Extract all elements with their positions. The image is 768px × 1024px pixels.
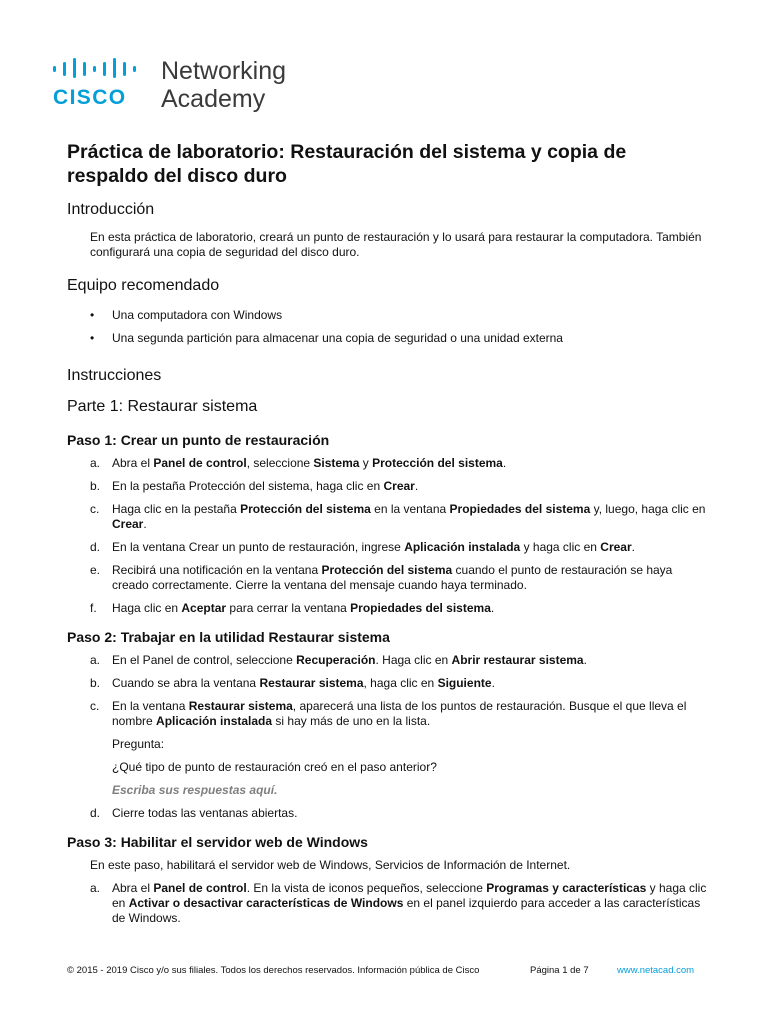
step-text: Abra el [112, 456, 154, 470]
step-text: y haga clic en [112, 881, 707, 910]
cisco-networking-academy-logo [53, 58, 313, 118]
ui-term: Propiedades del sistema [350, 601, 491, 615]
step-item [90, 563, 707, 593]
step2-list [90, 653, 707, 729]
ui-term: Crear [112, 517, 144, 531]
step3-list [90, 881, 707, 926]
cisco-wordmark: CISCO [53, 86, 127, 109]
ui-term: Aceptar [181, 601, 227, 615]
document-title: Práctica de laboratorio: Restauración del sistema y copia de respaldo del disco duro [67, 141, 627, 187]
step-text: , aparecerá una lista de los puntos de restauración. Busque el que lleva el nombre [112, 699, 687, 728]
step-item [90, 502, 707, 532]
step2-list-continued [90, 806, 707, 821]
step-text: Cuando se abra la ventana [112, 676, 260, 690]
ui-term: Restaurar sistema [259, 676, 364, 690]
step-text: Haga clic en la pestaña [112, 502, 241, 516]
part1-heading: Parte 1: Restaurar sistema [67, 398, 258, 415]
ui-term: Protección del sistema [240, 502, 371, 516]
step-text: si hay más de uno en la lista. [272, 714, 431, 728]
step1-heading: Paso 1: Crear un punto de restauración [67, 432, 330, 448]
step-text: para cerrar la ventana [226, 601, 351, 615]
step3-heading: Paso 3: Habilitar el servidor web de Windows [67, 834, 368, 850]
step-text: . Haga clic en [375, 653, 452, 667]
ui-term: Abrir restaurar sistema [451, 653, 584, 667]
cisco-bars-icon [53, 58, 145, 78]
intro-text: En esta práctica de laboratorio, creará un punto de restauración y lo usará para restaurar la computadora. También configurará una copia de seguridad del disco duro. [90, 230, 702, 259]
product-name-line1: Networking [161, 57, 287, 85]
step-marker: c. [90, 699, 100, 713]
step-marker: a. [90, 653, 101, 667]
step-text: En el Panel de control, seleccione [112, 653, 297, 667]
instructions-heading: Instrucciones [67, 367, 162, 384]
step-text: En la ventana [112, 699, 189, 713]
footer-copyright: © 2015 - 2019 Cisco y/o sus filiales. Todos los derechos reservados. Información pública de Cisco [67, 965, 480, 976]
step-marker: a. [90, 881, 101, 895]
step-text: . [631, 540, 635, 554]
ui-term: Programas y características [486, 881, 647, 895]
step-marker: a. [90, 456, 101, 470]
product-name [161, 57, 286, 113]
step-marker: b. [90, 676, 101, 690]
step-item [90, 479, 707, 494]
ui-term: Siguiente [437, 676, 492, 690]
step-text: . [502, 456, 507, 470]
ui-term: Protección del sistema [372, 456, 503, 470]
step-marker: f. [90, 601, 97, 615]
step-item [90, 456, 707, 471]
footer-url-link[interactable]: www.netacad.com [617, 965, 695, 976]
ui-term: Crear [600, 540, 632, 554]
product-name-line2: Academy [161, 85, 266, 113]
ui-term: Aplicación instalada [404, 540, 521, 554]
step-text: . [491, 676, 495, 690]
step-item [90, 806, 707, 821]
ui-term: Propiedades del sistema [449, 502, 591, 516]
step-text: , seleccione [246, 456, 314, 470]
ui-term: Recuperación [296, 653, 376, 667]
step-text: Abra el [112, 881, 154, 895]
step-text: Recibirá una notificación en la ventana [112, 563, 322, 577]
step-marker: e. [90, 563, 101, 577]
step-text: en el panel izquierdo para acceder a las características de Windows. [112, 896, 701, 925]
ui-term: Restaurar sistema [188, 699, 293, 713]
step-text: . [490, 601, 495, 615]
ui-term: Protección del sistema [321, 563, 453, 577]
step-item [90, 653, 707, 668]
ui-term: Crear [383, 479, 415, 493]
step-text: cuando el punto de restauración se haya creado correctamente. Cierre la ventana del mensaje cuando haya terminado. [112, 563, 673, 592]
step-marker: c. [90, 502, 100, 516]
step-text: Haga clic en [112, 601, 182, 615]
step-text: . [583, 653, 587, 667]
bullet-icon: • [90, 331, 95, 345]
step-item [90, 699, 707, 729]
step-text: . En la vista de iconos pequeños, seleccione [246, 881, 487, 895]
step-text: En la pestaña Protección del sistema, haga clic en [112, 479, 384, 493]
ui-term: Panel de control [153, 456, 247, 470]
step2-heading: Paso 2: Trabajar en la utilidad Restaurar sistema [67, 629, 390, 645]
step-item [90, 676, 707, 691]
step-text: y, luego, haga clic en [590, 502, 706, 516]
step1-list [90, 456, 707, 616]
step-marker: b. [90, 479, 101, 493]
equipment-item: • Una segunda partición para almacenar una copia de seguridad o una unidad externa [90, 331, 563, 345]
question-label: Pregunta: [112, 737, 165, 751]
ui-term: Activar o desactivar características de Windows [128, 896, 404, 910]
bullet-icon: • [90, 308, 95, 322]
step-text: Cierre todas las ventanas abiertas. [112, 806, 298, 820]
step-text: En la ventana Crear un punto de restauración, ingrese [112, 540, 405, 554]
answer-field[interactable]: Escriba sus respuestas aquí. [112, 783, 278, 797]
intro-heading: Introducción [67, 201, 155, 218]
step-marker: d. [90, 540, 101, 554]
document-body [67, 140, 707, 926]
step-text: . [143, 517, 147, 531]
step-item [90, 881, 707, 926]
question-text: ¿Qué tipo de punto de restauración creó en el paso anterior? [112, 760, 437, 774]
equipment-item: • Una computadora con Windows [90, 308, 283, 322]
ui-term: Sistema [313, 456, 360, 470]
step-text: en la ventana [370, 502, 450, 516]
step-text: , haga clic en [363, 676, 438, 690]
step-item [90, 540, 707, 555]
equipment-list [90, 308, 707, 346]
step-text: . [414, 479, 419, 493]
step-marker: d. [90, 806, 101, 820]
step-text: y haga clic en [520, 540, 601, 554]
step-text: y [359, 456, 373, 470]
ui-term: Aplicación instalada [156, 714, 273, 728]
ui-term: Panel de control [153, 881, 247, 895]
step-item [90, 601, 707, 616]
footer-page-number: Página 1 de 7 [530, 965, 589, 976]
step3-intro: En este paso, habilitará el servidor web de Windows, Servicios de Información de Internet. [90, 858, 571, 872]
equipment-heading: Equipo recomendado [67, 277, 220, 294]
